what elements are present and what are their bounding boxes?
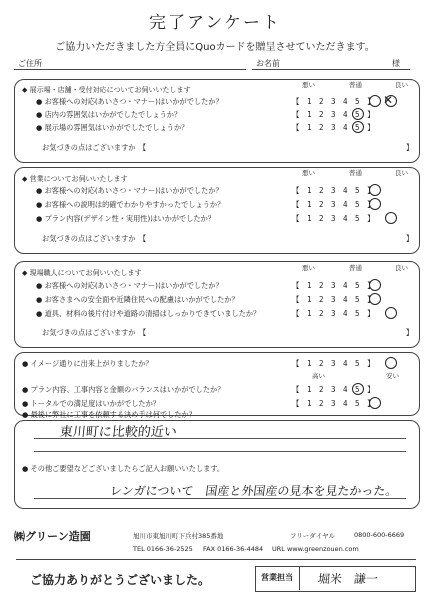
s3-comment-end: 】 [406,328,414,337]
s3-q1-circle [369,279,381,291]
company-tel: TEL 0166-36-2525 [133,545,193,553]
s1-q3-circle [352,121,364,133]
s3-q3-scale: 【 1 2 3 4 5 】 [292,309,375,318]
s3-q2-scale: 【 1 2 3 4 5 】 [292,295,375,304]
plan-question-circle [352,383,364,395]
s2-comment-end: 】 [406,234,414,243]
s3-comment: お気づきの点はございますか 【 [42,328,147,337]
label-good-3: 良い [395,264,408,272]
decide-line-1 [34,438,406,439]
s2-q2: ● お客様への説明は的確でわかりやすかったでしょうか？ [36,200,225,209]
sales-name: 堀米 謙一 [317,572,379,586]
section-2-header: ◆ 営業についてお伺いいたします [22,175,128,183]
label-high: 高い [312,372,325,380]
address-field[interactable] [14,69,246,70]
s1-q1: ● お客様への対応(あいさつ・マナー)はいかがでしたか？ [36,97,223,106]
total-question: ● トータルでの満足度はいかがでしたか？ [22,399,160,408]
other-answer: レンガについて 国産と外国産の見本を見たかった。 [109,484,399,498]
label-normal-3: 普通 [349,264,362,272]
s2-q2-scale: 【 1 2 3 4 5 】 [292,200,375,209]
page-subtitle: ご協力いただきました方全員にQuoカードを贈呈させていただきます。 [55,42,375,53]
freedial-label: フリーダイヤル [290,532,336,540]
s2-q1-scale: 【 1 2 3 4 5 】 [292,186,375,195]
other-question: ● その他ご要望などございましたらご記入お願いいたします。 [22,464,225,473]
label-low: 安い [386,372,399,380]
company-fax: FAX 0166-36-4484 [203,545,264,553]
label-good-1: 良い [395,81,408,89]
s3-q3: ● 道具、材料の後片付けや道路の清掃はしっかりできていましたか？ [36,309,261,318]
freedial-number: 0800-600-6669 [354,531,405,539]
label-bad-3: 悪い [302,264,315,272]
s1-q2-scale: 【 1 2 3 4 5 】 [292,110,375,119]
total-question-scale: 【 1 2 3 4 5 】 [292,399,375,408]
image-question-scale: 【 1 2 3 4 5 】 [292,359,375,368]
decide-line-2 [34,451,406,452]
s2-q3: ● プラン内容(デザイン性・実用性)はいかがでしたか？ [36,214,215,223]
s3-q2-circle [369,293,381,305]
company-address: 旭川市東旭川町下兵村385番地 [133,532,224,540]
s2-q1: ● お客様への対応(あいさつ・マナー)はいかがでしたか？ [36,186,223,195]
section-3-header: ◆ 現場職人についてお伺いいたします [22,269,142,277]
image-question-circle [385,357,397,369]
s2-q1-circle [369,184,381,196]
company-url: URL www.greenzouen.com [272,545,359,553]
label-good-2: 良い [395,169,408,177]
label-normal-1: 普通 [349,81,362,89]
thanks-message: ご協力ありがとうございました。 [30,573,211,587]
s1-q2: ● 店内の雰囲気はいかがでしたでしょうか？ [36,110,182,119]
decide-question: ● 最後に弊社に工事を依頼する決め手は何でしたか？ [22,410,196,419]
label-bad-1: 悪い [302,81,315,89]
s1-q1-scale: 【 1 2 3 4 5 】 [292,97,375,106]
page-title: 完了アンケート [149,13,281,33]
label-bad-2: 悪い [302,169,315,177]
name-suffix: 様 [392,59,400,68]
s2-comment: お気づきの点はございますか 【 [42,234,147,243]
s1-q1-circle [369,95,381,107]
s1-q3: ● 展示場の雰囲気はいかがでしたでしょうか？ [36,123,189,132]
name-label: お名前 [256,59,280,68]
s1-q3-scale: 【 1 2 3 4 5 】 [292,123,375,132]
s2-q3-circle [385,212,397,224]
s1-q2-circle [352,108,364,120]
plan-question-scale: 【 1 2 3 4 5 】 [292,385,375,394]
s3-q1-scale: 【 1 2 3 4 5 】 [292,281,375,290]
footer-divider [16,559,416,560]
total-question-circle [369,397,381,409]
name-field[interactable] [252,69,410,70]
s1-comment: お気づきの点はございますか 【 [42,143,147,152]
s2-q2-circle [369,198,381,210]
sales-label: 営業担当 [255,566,300,590]
s1-comment-end: 】 [406,143,414,152]
address-label: ご住所 [18,59,42,68]
s3-q3-circle [385,307,397,319]
s2-q3-scale: 【 1 2 3 4 5 】 [292,214,375,223]
s3-q1: ● お客様への対応(あいさつ・マナー)はいかがでしたか？ [36,281,223,290]
plan-question: ● プラン内容、工事内容と金額のバランスはいかがでしたか？ [22,385,225,394]
s3-q2: ● お客さまへの安全面や近隣住民への配慮はいかがでしたか？ [36,295,239,304]
other-line [34,498,406,499]
image-question: ● イメージ通りに出来上がりましたか？ [22,359,153,368]
company-name: ㈱グリーン造園 [14,530,91,543]
cross-mark-icon: ✕ [383,93,394,107]
decide-answer: 東川町に比較的近い [59,425,178,440]
label-normal-2: 普通 [349,169,362,177]
section-1-header: ◆ 展示場・店舗・受付対応についてお伺いいたします [22,86,191,94]
